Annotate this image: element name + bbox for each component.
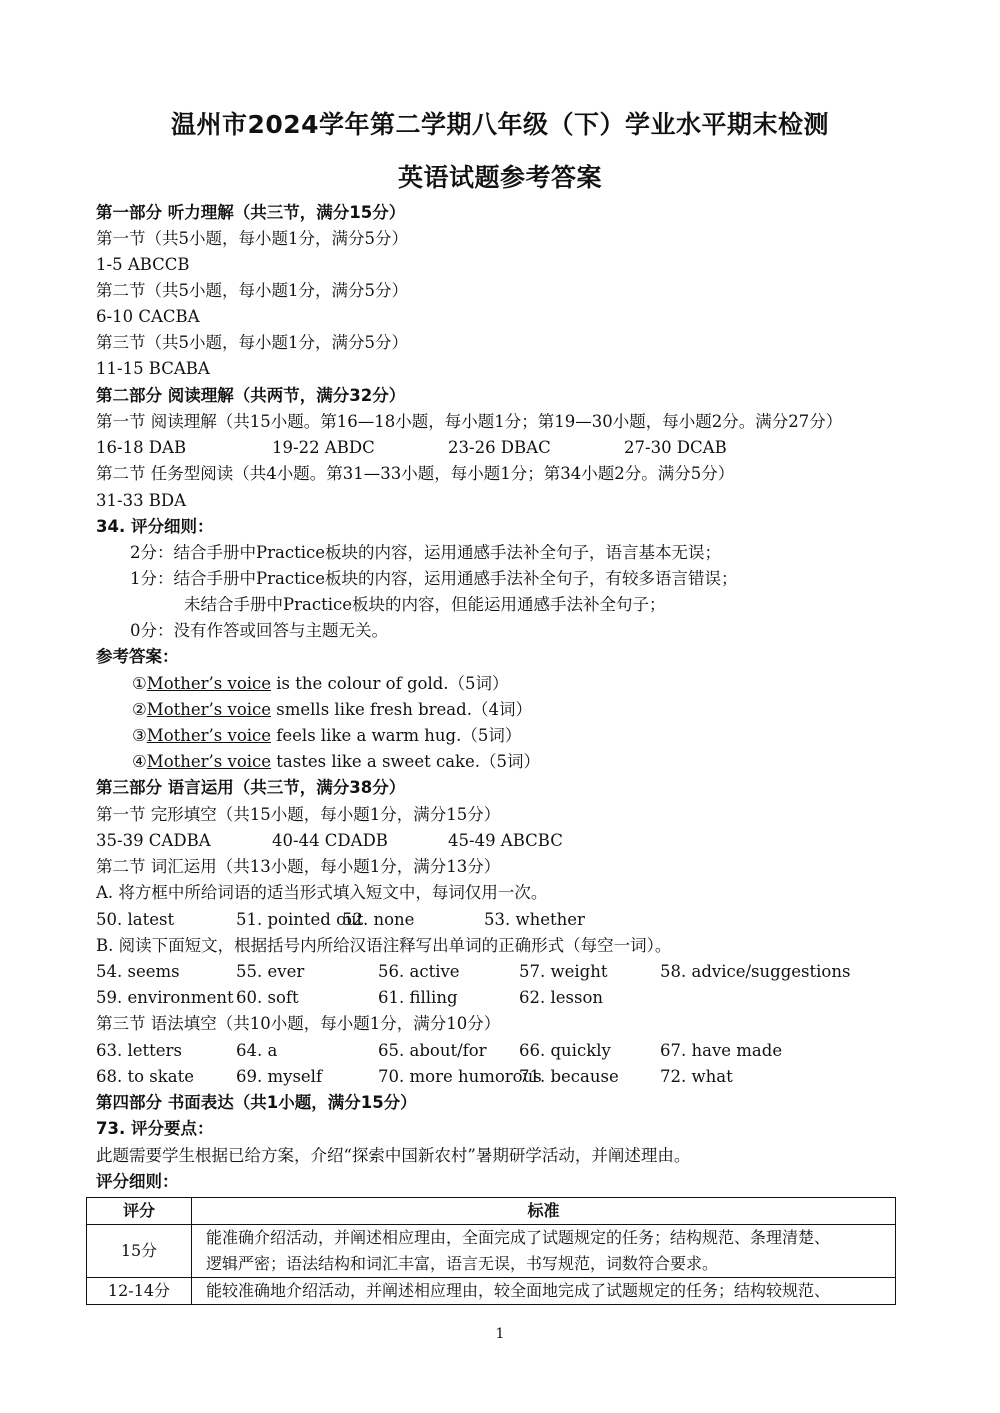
part3-section1-answers [0, 830, 1000, 852]
part2-section2-answers: 31-33 BDA [96, 491, 187, 510]
answer-item: 61. filling [378, 988, 458, 1007]
answer-item: 62. lesson [519, 988, 604, 1007]
answer-item: 55. ever [236, 962, 305, 981]
answer-item: 59. environment [96, 988, 234, 1007]
score-cell: 15分 [87, 1225, 192, 1278]
column-header-standard: 标准 [192, 1198, 896, 1225]
answer-item: 53. whether [484, 910, 585, 929]
standard-line: 逻辑严密；语法结构和词汇丰富，语言无误，书写规范，词数符合要求。 [206, 1254, 719, 1273]
standard-cell [192, 1278, 896, 1305]
part1-heading: 第一部分 听力理解（共三节，满分15分） [96, 203, 406, 222]
answer-item: 54. seems [96, 962, 180, 981]
answer-group: 35-39 CADBA [96, 831, 211, 850]
part1-section3-answers: 11-15 BCABA [96, 359, 210, 378]
answer-text: feels like a warm hug.（5词） [271, 726, 522, 745]
answer-item: 58. advice/suggestions [660, 962, 851, 981]
answer-item: 63. letters [96, 1041, 182, 1060]
part2-heading: 第二部分 阅读理解（共两节，满分32分） [96, 386, 406, 405]
reference-answer [132, 699, 532, 721]
answer-item: 68. to skate [96, 1067, 194, 1086]
document-subtitle: 英语试题参考答案 [397, 163, 602, 192]
answer-number: ① [132, 674, 147, 693]
q34-rule: 1分：结合手册中Practice板块的内容，运用通感手法补全句子，有较多语言错误； [130, 569, 738, 588]
answer-subject: Mother’s voice [146, 674, 272, 693]
part1-section1-heading: 第一节（共5小题，每小题1分，满分5分） [96, 229, 408, 248]
answer-text: is the colour of gold.（5词） [271, 674, 509, 693]
q34-heading: 34. 评分细则： [96, 517, 214, 536]
answer-group: 40-44 CDADB [272, 831, 388, 850]
q34-rule: 未结合手册中Practice板块的内容，但能运用通感手法补全句子； [184, 595, 666, 614]
part1-section3-heading: 第三节（共5小题，每小题1分，满分5分） [96, 333, 408, 352]
answer-item: 56. active [378, 962, 460, 981]
answer-text: smells like fresh bread.（4词） [271, 700, 532, 719]
answer-item: 60. soft [236, 988, 299, 1007]
reference-answer [132, 673, 509, 695]
answer-subject: Mother’s voice [146, 752, 272, 771]
standard-line: 能较准确地介绍活动，并阐述相应理由，较全面地完成了试题规定的任务；结构较规范、 [206, 1281, 831, 1300]
reference-answer-heading: 参考答案： [96, 647, 179, 666]
standard-line: 能准确介绍活动，并阐述相应理由，全面完成了试题规定的任务；结构规范、条理清楚、 [206, 1228, 831, 1247]
answer-item: 67. have made [660, 1041, 783, 1060]
vocab-b-heading: B. 阅读下面短文，根据括号内所给汉语注释写出单词的正确形式（每空一词）。 [96, 936, 672, 955]
grammar-answers-row1 [0, 1040, 1000, 1062]
q73-description: 此题需要学生根据已给方案，介绍“探索中国新农村”暑期研学活动，并阐述理由。 [96, 1146, 691, 1165]
answer-item: 64. a [236, 1041, 278, 1060]
rules-heading: 评分细则： [96, 1172, 179, 1191]
vocab-a-answers [0, 909, 1000, 931]
answer-subject: Mother’s voice [146, 700, 272, 719]
part2-section1-answers [0, 437, 1000, 459]
vocab-b-answers-row1 [0, 961, 1000, 983]
answer-subject: Mother’s voice [146, 726, 272, 745]
part4-heading: 第四部分 书面表达（共1小题，满分15分） [96, 1093, 417, 1112]
grammar-answers-row2 [0, 1066, 1000, 1088]
q34-rule: 0分：没有作答或回答与主题无关。 [130, 621, 388, 640]
part2-section1-heading: 第一节 阅读理解（共15小题。第16—18小题，每小题1分；第19—30小题，每小题2分。满分27分） [96, 412, 843, 431]
score-cell: 12-14分 [87, 1278, 192, 1305]
answer-item: 57. weight [519, 962, 608, 981]
q73-heading: 73. 评分要点： [96, 1119, 214, 1138]
vocab-b-answers-row2 [0, 987, 1000, 1009]
q34-rule: 2分：结合手册中Practice板块的内容，运用通感手法补全句子，语言基本无误； [130, 543, 721, 562]
answer-group: 23-26 DBAC [448, 438, 551, 457]
part2-section2-heading: 第二节 任务型阅读（共4小题。第31—33小题，每小题1分；第34小题2分。满分5分） [96, 464, 735, 483]
answer-group: 16-18 DAB [96, 438, 187, 457]
answer-item: 69. myself [236, 1067, 323, 1086]
answer-number: ④ [132, 752, 147, 771]
answer-item: 65. about/for [378, 1041, 487, 1060]
reference-answer [132, 725, 521, 747]
scoring-table [86, 1197, 896, 1305]
answer-item: 51. pointed out [236, 910, 364, 929]
answer-item: 52. none [342, 910, 415, 929]
answer-item: 71. because [519, 1067, 619, 1086]
answer-item: 72. what [660, 1067, 733, 1086]
table-header-row [87, 1198, 896, 1225]
reference-answer [132, 751, 540, 773]
part1-section2-heading: 第二节（共5小题，每小题1分，满分5分） [96, 281, 408, 300]
part1-section1-answers: 1-5 ABCCB [96, 255, 190, 274]
answer-group: 45-49 ABCBC [448, 831, 563, 850]
answer-number: ② [132, 700, 147, 719]
standard-cell [192, 1225, 896, 1278]
answer-group: 19-22 ABDC [272, 438, 375, 457]
answer-text: tastes like a sweet cake.（5词） [271, 752, 541, 771]
answer-item: 70. more humorous [378, 1067, 542, 1086]
answer-item: 66. quickly [519, 1041, 611, 1060]
document-title: 温州市2024学年第二学期八年级（下）学业水平期末检测 [170, 110, 830, 139]
part1-section2-answers: 6-10 CACBA [96, 307, 200, 326]
answer-item: 50. latest [96, 910, 175, 929]
part3-section3-heading: 第三节 语法填空（共10小题，每小题1分，满分10分） [96, 1014, 501, 1033]
part3-section1-heading: 第一节 完形填空（共15小题，每小题1分，满分15分） [96, 805, 501, 824]
column-header-score: 评分 [87, 1198, 192, 1225]
vocab-a-heading: A. 将方框中所给词语的适当形式填入短文中，每词仅用一次。 [96, 883, 548, 902]
part3-heading: 第三部分 语言运用（共三节，满分38分） [96, 778, 406, 797]
page-number: 1 [495, 1326, 505, 1342]
answer-number: ③ [132, 726, 147, 745]
table-row [87, 1225, 896, 1278]
part3-section2-heading: 第二节 词汇运用（共13小题，每小题1分，满分13分） [96, 857, 501, 876]
table-row [87, 1278, 896, 1305]
answer-group: 27-30 DCAB [624, 438, 727, 457]
